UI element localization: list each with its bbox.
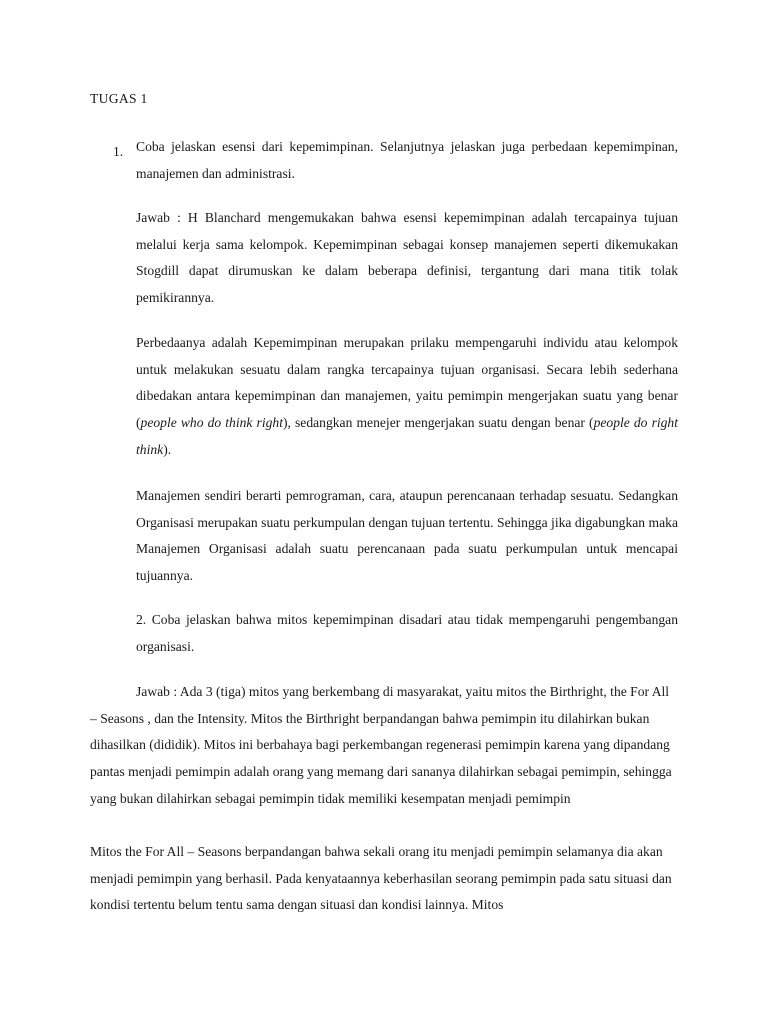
answer-1-p2-text-b: ), sedangkan menejer mengerjakan suatu dengan benar ( <box>283 415 594 431</box>
answer-1-p2-text-c: ). <box>163 441 172 457</box>
question-1-number: 1. <box>113 144 124 159</box>
question-1-text: Coba jelaskan esensi dari kepemimpinan. Selanjutnya jelaskan juga perbedaan kepemimpinan, manajemen dan administrasi. <box>136 139 678 181</box>
answer-1-paragraph-3: Manajemen sendiri berarti pemrograman, cara, ataupun perencanaan terhadap sesuatu. Sedangkan Organisasi merupakan suatu perkumpulan dengan tujuan tertentu. Sehingga jika digabungkan maka Manajemen Organisasi adalah suatu perencanaan pada suatu perkumpulan untuk mencapai tujuannya. <box>136 488 678 584</box>
question-2-text: 2. Coba jelaskan bahwa mitos kepemimpinan disadari atau tidak mempengaruhi pengembangan organisasi. <box>136 612 678 654</box>
answer-1-paragraph-2 <box>136 330 678 464</box>
document-title: TUGAS 1 <box>90 91 148 106</box>
answer-1-p2-italic-1: people who do think right <box>140 415 283 431</box>
answer-2-paragraph-1: Jawab : Ada 3 (tiga) mitos yang berkembang di masyarakat, yaitu mitos the Birthright, the For All – Seasons , dan the Intensity. Mitos the Birthright berpandangan bahwa pemimpin itu dilahirkan bukan dihasilkan (dididik). Mitos ini berbahaya bagi perkembangan regenerasi pemimpin karena yang dipandang pantas menjadi pemimpin adalah orang yang memang dari sananya dilahirkan sebagai pemimpin, sehingga yang bukan dilahirkan sebagai pemimpin tidak memiliki kesempatan menjadi pemimpin <box>90 684 672 806</box>
answer-1-p2-italic-2: people do right think <box>136 415 679 457</box>
answer-1-paragraph-1: Jawab : H Blanchard mengemukakan bahwa esensi kepemimpinan adalah tercapainya tujuan melalui kerja sama kelompok. Kepemimpinan sebagai konsep manajemen seperti dikemukakan Stogdill dapat dirumuskan ke dalam beberapa definisi, tergantung dari mana titik tolak pemikirannya. <box>136 210 678 306</box>
answer-1-p2-text-a: Perbedaanya adalah Kepemimpinan merupakan prilaku mempengaruhi individu atau kelompok untuk melakukan sesuatu dalam rangka tercapainya tujuan organisasi. Secara lebih sederhana dibedakan antara kepemimpinan dan manajemen, yaitu pemimpin mengerjakan suatu yang benar ( <box>136 335 678 431</box>
answer-2-paragraph-2: Mitos the For All – Seasons berpandangan bahwa sekali orang itu menjadi pemimpin selamanya dia akan menjadi pemimpin yang berhasil. Pada kenyataannya keberhasilan seorang pemimpin pada satu situasi dan kondisi tertentu belum tentu sama dengan situasi dan kondisi lainnya. Mitos <box>90 844 672 913</box>
